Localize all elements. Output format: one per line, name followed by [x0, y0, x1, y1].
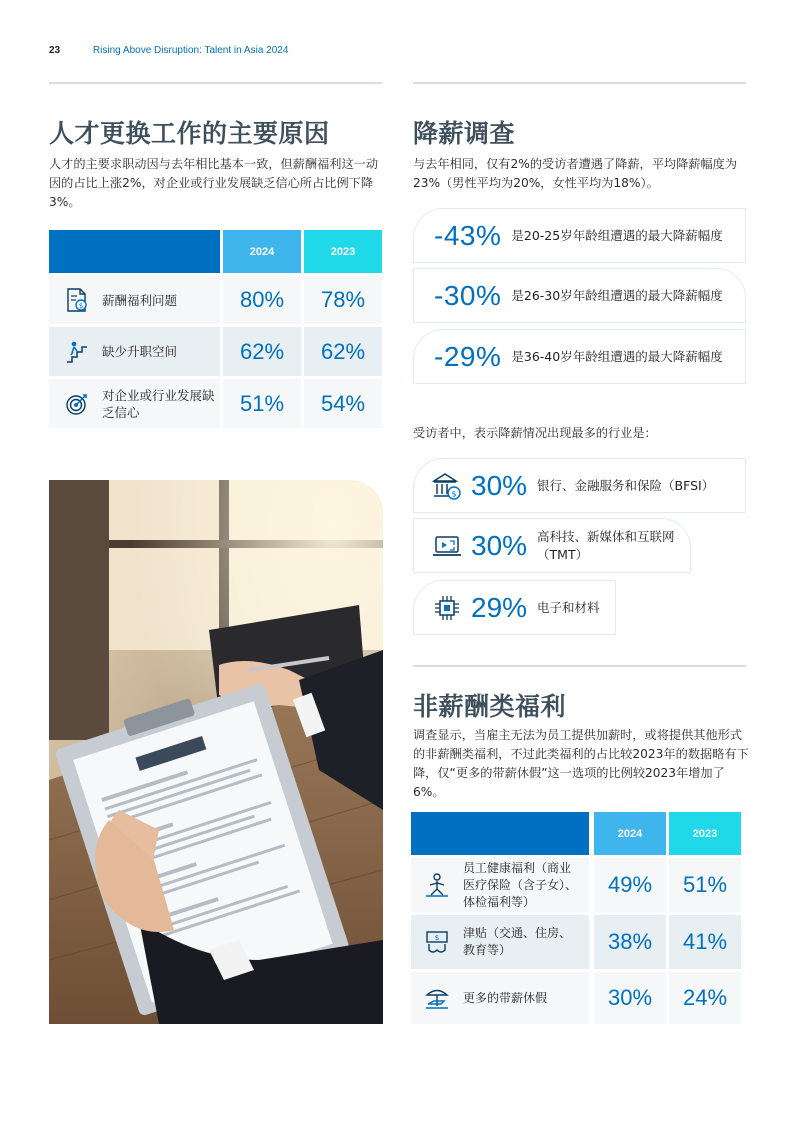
salary-document-icon: [64, 287, 90, 313]
stat-value: -29%: [434, 340, 502, 372]
photo-illustration: [49, 480, 383, 1024]
table-row: [411, 915, 741, 969]
value-2023: 54%: [304, 379, 382, 428]
wellness-icon: [423, 871, 451, 899]
value-2024: 38%: [594, 915, 666, 969]
industry-card: [413, 580, 616, 635]
row-label-text: 津贴（交通、住房、教育等）: [463, 926, 572, 957]
industry-intro: 受访者中，表示降薪情况出现最多的行业是：: [413, 426, 657, 440]
section-title: 人才更换工作的主要原因: [49, 119, 330, 148]
header-blank: [49, 230, 220, 273]
value-2023: 51%: [669, 858, 741, 912]
industry-label: 电子和材料: [537, 599, 600, 615]
chip-icon: [431, 592, 463, 624]
stat-label: 是20-25岁年龄组遭遇的最大降薪幅度: [511, 227, 723, 243]
stat-card: [413, 329, 746, 384]
value-2023: 62%: [304, 327, 382, 376]
industry-label: 高科技、新媒体和互联网（TMT）: [537, 528, 675, 562]
beach-icon: [423, 984, 451, 1012]
row-label: [49, 327, 220, 376]
career-stairs-icon: [64, 339, 90, 365]
section-intro: 人才的主要求职动因与去年相比基本一致，但薪酬福利这一动因的占比上涨2%，对企业或行业发展缺乏信心所占比例下降3%。: [49, 157, 379, 209]
section-intro: 调查显示，当雇主无法为员工提供加薪时，或将提供其他形式的非薪酬类福利，不过此类福利的占比较2023年的数据略有下降，仅“更多的带薪休假”这一选项的比例较2023年增加了6%。: [413, 728, 749, 799]
svg-text:$: $: [451, 489, 457, 498]
row-label-text: 薪酬福利问题: [102, 292, 178, 308]
benefits-table: [411, 812, 741, 1024]
section-intro: 与去年相同，仅有2%的受访者遭遇了降薪，平均降薪幅度为23%（男性平均为20%，女性平均为18%）。: [413, 157, 738, 190]
divider: [49, 82, 382, 84]
industry-value: 30%: [471, 469, 528, 501]
laptop-icon: [431, 530, 463, 562]
value-2023: 41%: [669, 915, 741, 969]
row-label-text: 缺少升职空间: [102, 344, 178, 359]
page-header: [49, 45, 288, 56]
stat-value: -43%: [434, 219, 502, 251]
section-title: 降薪调查: [413, 119, 516, 148]
row-label-text: 对企业或行业发展缺乏信心: [102, 387, 215, 420]
table-row: [411, 858, 741, 912]
header-blank: [411, 812, 589, 855]
row-label: [411, 915, 589, 969]
table-header: [411, 812, 741, 855]
table-header: [49, 230, 382, 273]
row-label-text: 员工健康福利（商业医疗保险（含子女）、体检福利等）: [463, 860, 578, 909]
industry-value: 30%: [471, 529, 528, 561]
value-2024: 30%: [594, 972, 666, 1024]
row-label: [411, 972, 589, 1024]
row-label-text: 更多的带薪休假: [463, 990, 548, 1005]
stat-card: [413, 268, 746, 323]
section-title: 非薪酬类福利: [413, 692, 567, 721]
divider: [413, 82, 746, 84]
stat-value: -30%: [434, 279, 502, 311]
value-2023: 24%: [669, 972, 741, 1024]
resume-meeting-photo: [49, 480, 383, 1024]
col-2023: 2023: [669, 812, 741, 855]
value-2024: 62%: [223, 327, 301, 376]
target-icon: [64, 391, 90, 417]
row-label: [411, 858, 589, 912]
col-2023: 2023: [304, 230, 382, 273]
table-row: [411, 972, 741, 1024]
table-row: [49, 327, 382, 376]
allowance-icon: [423, 928, 451, 956]
table-row: [49, 379, 382, 428]
row-label: [49, 379, 220, 428]
industry-value: 29%: [471, 591, 528, 623]
table-row: [49, 276, 382, 324]
svg-text:$: $: [78, 302, 84, 310]
value-2023: 78%: [304, 276, 382, 324]
industry-label: 银行、金融服务和保险（BFSI）: [537, 477, 715, 493]
industry-card: [413, 518, 691, 573]
value-2024: 80%: [223, 276, 301, 324]
value-2024: 51%: [223, 379, 301, 428]
stat-card: [413, 208, 746, 263]
page-number: 23: [49, 45, 61, 56]
reasons-table: [49, 230, 382, 428]
col-2024: 2024: [223, 230, 301, 273]
value-2024: 49%: [594, 858, 666, 912]
stat-label: 是36-40岁年龄组遭遇的最大降薪幅度: [511, 348, 723, 364]
stat-label: 是26-30岁年龄组遭遇的最大降薪幅度: [511, 287, 723, 303]
bank-icon: [431, 470, 463, 502]
col-2024: 2024: [594, 812, 666, 855]
divider: [413, 665, 746, 667]
report-title: Rising Above Disruption: Talent in Asia 2024: [92, 45, 289, 56]
row-label: [49, 276, 220, 324]
industry-card: [413, 458, 746, 513]
svg-text:$: $: [434, 934, 440, 942]
